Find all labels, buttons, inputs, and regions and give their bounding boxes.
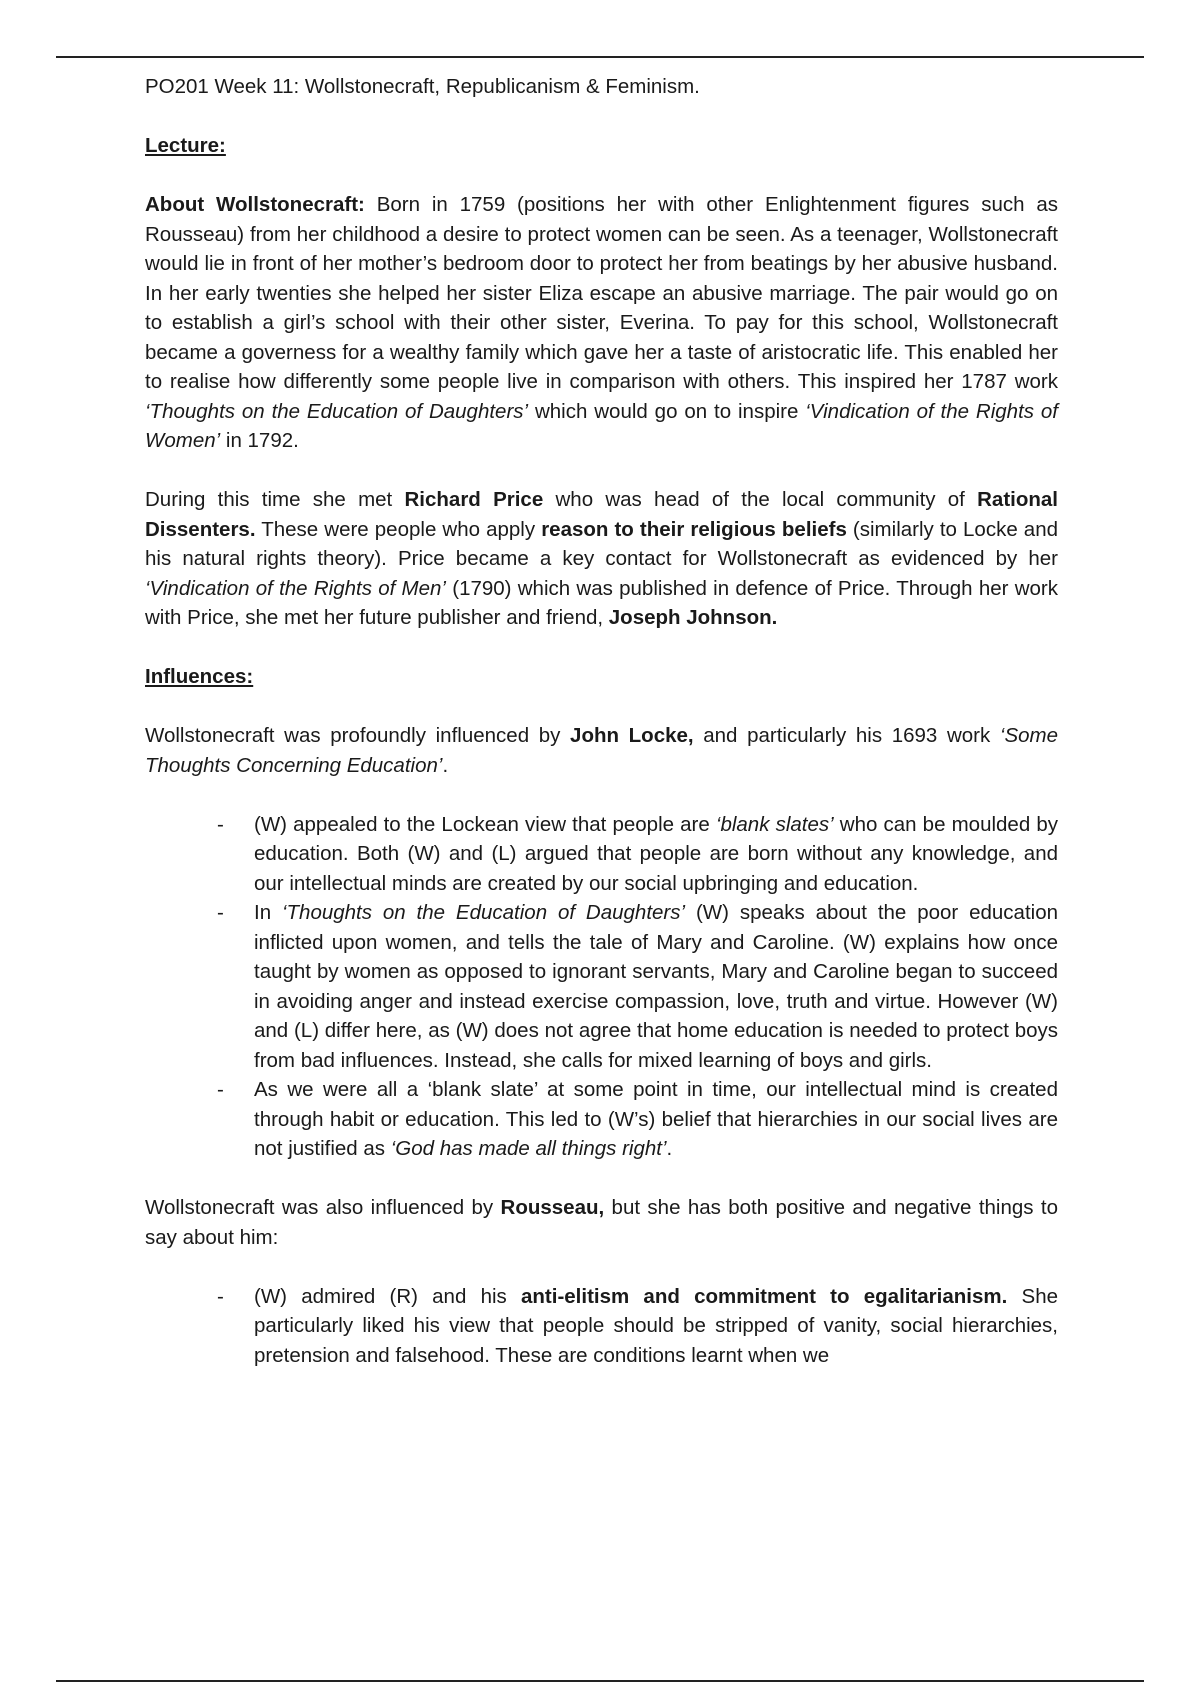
text-run: These were people who apply <box>255 517 542 541</box>
text-run: . <box>666 1137 673 1160</box>
emphasis: Rational Dissenters. <box>145 488 1058 541</box>
influences-heading: Influences: <box>145 665 254 688</box>
list-item <box>254 898 1058 1075</box>
text-run: . <box>442 753 449 777</box>
text-run: who was head of the local community of <box>543 488 978 511</box>
text-run: In <box>254 901 282 924</box>
text-run: During this time she met <box>145 488 405 511</box>
text-run: who can be moulded by education. Both (W) and (L) argued that people are born without any knowledge, and our intellectual minds are created by our social upbringing and education. <box>254 812 1059 895</box>
work-title: ‘Vindication of the Rights of Men’ <box>145 576 446 600</box>
work-title: ‘Vindication of the Rights of Women’ <box>145 399 1058 452</box>
locke-bullet-list <box>145 810 1058 1164</box>
emphasis: anti-elitism and commitment to egalitarianism. <box>521 1284 1008 1308</box>
rousseau-intro-paragraph <box>145 1193 1058 1252</box>
work-title: ‘Thoughts on the Education of Daughters’ <box>145 399 529 423</box>
list-item <box>254 1075 1058 1164</box>
text-run: (similarly to Locke and his natural rights theory). Price became a key contact for Wollstonecraft as evidenced by her <box>145 517 1058 570</box>
text-run: but she has both positive and negative things to say about him: <box>145 1196 1058 1249</box>
document-body <box>145 72 1058 1400</box>
text-run: Born in 1759 (positions her with other Enlightenment figures such as Rousseau) from her childhood a desire to protect women can be seen. As a teenager, Wollstonecraft would lie in front of her mother’s bedroom door to protect her from beatings by her abusive husband. In her early twenties she helped her sister Eliza escape an abusive marriage. The pair would go on to establish a girl’s school with their other sister, Everina. To pay for this school, Wollstonecraft became a governess for a wealthy family which gave her a taste of aristocratic life. This enabled her to realise how differently some people live in comparison with others. This inspired her 1787 work <box>145 193 1058 393</box>
emphasis: Richard Price <box>404 488 544 511</box>
document-title: PO201 Week 11: Wollstonecraft, Republicanism & Feminism. <box>145 75 700 98</box>
text-run: (W) admired (R) and his <box>254 1284 521 1308</box>
emphasis: John Locke, <box>570 724 694 747</box>
lecture-heading: Lecture: <box>145 134 226 157</box>
about-paragraph <box>145 190 1058 456</box>
quote: ‘blank slates’ <box>715 812 834 836</box>
list-item <box>254 810 1058 899</box>
rousseau-bullet-list <box>145 1282 1058 1371</box>
list-item <box>254 1282 1058 1371</box>
price-paragraph <box>145 485 1058 633</box>
footer-rule <box>56 1680 1144 1682</box>
about-lead: About Wollstonecraft: <box>145 193 365 216</box>
emphasis: reason to their religious beliefs <box>541 517 847 541</box>
work-title: ‘Some Thoughts Concerning Education’ <box>145 724 1058 777</box>
quote: ‘God has made all things right’ <box>390 1137 667 1160</box>
text-run: As we were all a ‘blank slate’ at some point in time, our intellectual mind is created through habit or education. This led to (W’s) belief that hierarchies in our social lives are not justified as <box>254 1078 1058 1160</box>
text-run: in 1792. <box>220 429 299 452</box>
header-rule <box>56 56 1144 58</box>
locke-intro-paragraph <box>145 721 1058 780</box>
work-title: ‘Thoughts on the Education of Daughters’ <box>281 901 686 924</box>
emphasis: Rousseau, <box>500 1196 605 1219</box>
text-run: (W) appealed to the Lockean view that people are <box>254 812 716 836</box>
text-run: which would go on to inspire <box>528 399 806 423</box>
text-run: Wollstonecraft was profoundly influenced by <box>145 724 571 747</box>
text-run: Wollstonecraft was also influenced by <box>145 1196 501 1219</box>
emphasis: Joseph Johnson. <box>608 606 778 629</box>
text-run: She particularly liked his view that people should be stripped of vanity, social hierarchies, pretension and falsehood. These are conditions learnt when we <box>254 1284 1059 1367</box>
text-run: (1790) which was published in defence of Price. Through her work with Price, she met her future publisher and friend, <box>145 576 1058 629</box>
text-run: and particularly his 1693 work <box>693 724 1000 747</box>
text-run: (W) speaks about the poor education inflicted upon women, and tells the tale of Mary and Caroline. (W) explains how once taught by women as opposed to ignorant servants, Mary and Caroline began to succeed in avoiding anger and instead exercise compassion, love, truth and virtue. However (W) and (L) differ here, as (W) does not agree that home education is needed to protect boys from bad influences. Instead, she calls for mixed learning of boys and girls. <box>254 901 1058 1072</box>
